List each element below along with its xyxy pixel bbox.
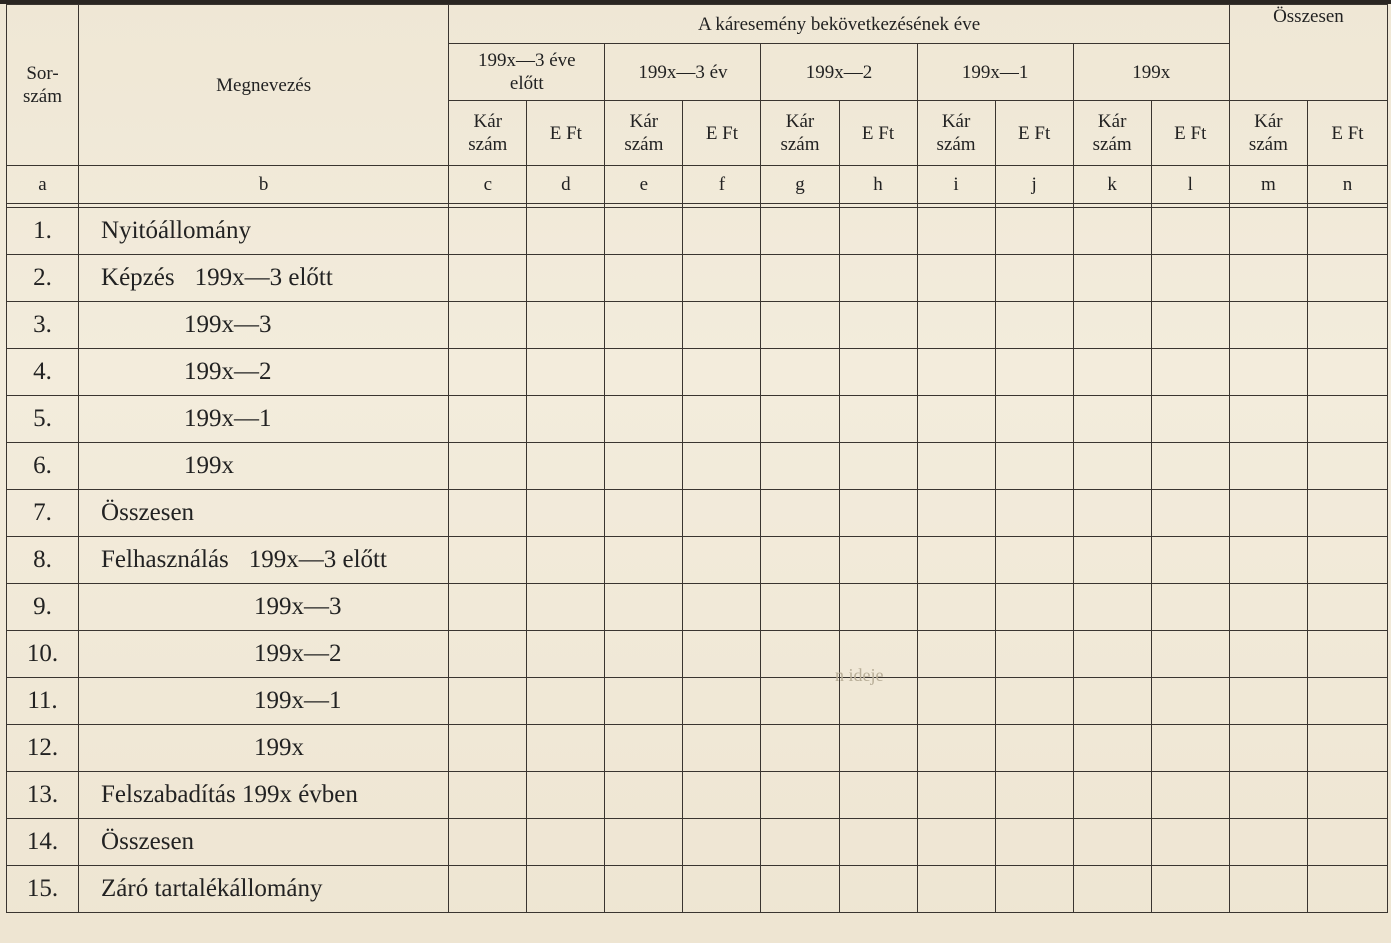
value-cell[interactable] [605, 349, 683, 396]
value-cell[interactable] [683, 772, 761, 819]
row-sub-label: 199x—1 [184, 405, 272, 432]
column-letter: c [449, 166, 527, 204]
row-sub-label: 199x—3 előtt [194, 264, 333, 291]
value-cell[interactable] [1151, 255, 1229, 302]
value-cell[interactable] [527, 631, 605, 678]
value-cell[interactable] [605, 866, 683, 913]
row-number: 10. [7, 631, 79, 678]
row-label [79, 631, 449, 678]
value-cell[interactable] [839, 302, 917, 349]
header-year-group: A káresemény bekövetkezésének éve [449, 5, 1230, 44]
column-letter: h [839, 166, 917, 204]
value-cell[interactable] [449, 537, 527, 584]
value-cell[interactable] [761, 255, 839, 302]
header-e-ft: E Ft [683, 101, 761, 166]
value-cell[interactable] [1229, 631, 1307, 678]
value-cell[interactable] [527, 772, 605, 819]
value-cell[interactable] [683, 349, 761, 396]
row-label [79, 819, 449, 866]
value-cell[interactable] [995, 255, 1073, 302]
row-label [79, 490, 449, 537]
value-cell[interactable] [527, 725, 605, 772]
row-number: 13. [7, 772, 79, 819]
value-cell[interactable] [683, 819, 761, 866]
value-cell[interactable] [761, 396, 839, 443]
bleed-through-text: n ideje [835, 665, 884, 685]
value-cell[interactable] [839, 490, 917, 537]
column-letter: g [761, 166, 839, 204]
value-cell[interactable] [839, 819, 917, 866]
value-cell[interactable] [1229, 490, 1307, 537]
value-cell[interactable] [761, 866, 839, 913]
value-cell[interactable] [449, 725, 527, 772]
column-letter: k [1073, 166, 1151, 204]
value-cell[interactable] [1073, 725, 1151, 772]
value-cell[interactable] [917, 772, 995, 819]
value-cell[interactable] [1073, 208, 1151, 255]
value-cell[interactable] [995, 443, 1073, 490]
header-sorszam: Sor- szám [7, 5, 79, 166]
value-cell[interactable] [1073, 584, 1151, 631]
row-label [79, 678, 449, 725]
column-letter: e [605, 166, 683, 204]
value-cell[interactable] [1307, 490, 1387, 537]
value-cell[interactable] [761, 349, 839, 396]
row-label [79, 208, 449, 255]
value-cell[interactable] [605, 819, 683, 866]
value-cell[interactable] [683, 678, 761, 725]
value-cell[interactable] [449, 255, 527, 302]
header-osszesen: Összesen [1229, 5, 1387, 101]
header-e-ft: E Ft [839, 101, 917, 166]
value-cell[interactable] [917, 819, 995, 866]
header-kar-szam: Kár szám [1073, 101, 1151, 166]
value-cell[interactable] [527, 302, 605, 349]
value-cell[interactable] [1151, 725, 1229, 772]
value-cell[interactable] [1151, 678, 1229, 725]
value-cell[interactable] [1073, 443, 1151, 490]
value-cell[interactable] [1229, 537, 1307, 584]
value-cell[interactable] [1307, 302, 1387, 349]
value-cell[interactable] [761, 772, 839, 819]
value-cell[interactable] [917, 584, 995, 631]
value-cell[interactable] [1073, 631, 1151, 678]
value-cell[interactable] [449, 819, 527, 866]
row-sub-label: 199x [184, 452, 235, 479]
value-cell[interactable] [527, 208, 605, 255]
value-cell[interactable] [1073, 866, 1151, 913]
value-cell[interactable] [995, 725, 1073, 772]
value-cell[interactable] [527, 866, 605, 913]
value-cell[interactable] [1073, 255, 1151, 302]
value-cell[interactable] [449, 584, 527, 631]
value-cell[interactable] [1151, 772, 1229, 819]
column-letter: f [683, 166, 761, 204]
row-number: 11. [7, 678, 79, 725]
header-year-1: 199x—3 éve előtt [449, 44, 605, 101]
column-letter: b [79, 166, 449, 204]
value-cell[interactable] [605, 584, 683, 631]
value-cell[interactable] [995, 678, 1073, 725]
value-cell[interactable] [683, 396, 761, 443]
value-cell[interactable] [917, 302, 995, 349]
row-label-text: Felhasználás [101, 546, 229, 573]
value-cell[interactable] [1073, 490, 1151, 537]
header-kar-szam: Kár szám [761, 101, 839, 166]
value-cell[interactable] [839, 208, 917, 255]
value-cell[interactable] [1307, 349, 1387, 396]
value-cell[interactable] [1307, 537, 1387, 584]
value-cell[interactable] [1229, 725, 1307, 772]
value-cell[interactable] [1229, 443, 1307, 490]
value-cell[interactable] [605, 396, 683, 443]
header-kar-szam: Kár szám [1229, 101, 1307, 166]
value-cell[interactable] [683, 866, 761, 913]
table-row [7, 819, 1388, 866]
column-letter: d [527, 166, 605, 204]
value-cell[interactable] [1307, 255, 1387, 302]
value-cell[interactable] [449, 678, 527, 725]
value-cell[interactable] [1151, 631, 1229, 678]
row-label [79, 772, 449, 819]
value-cell[interactable] [683, 443, 761, 490]
value-cell[interactable] [1229, 584, 1307, 631]
row-label-text: Összesen [101, 499, 195, 526]
value-cell[interactable] [761, 678, 839, 725]
value-cell[interactable] [1151, 349, 1229, 396]
value-cell[interactable] [1073, 678, 1151, 725]
value-cell[interactable] [839, 255, 917, 302]
value-cell[interactable] [1073, 772, 1151, 819]
value-cell[interactable] [527, 255, 605, 302]
table-row [7, 584, 1388, 631]
column-letter: l [1151, 166, 1229, 204]
value-cell[interactable] [761, 584, 839, 631]
value-cell[interactable] [995, 537, 1073, 584]
value-cell[interactable] [449, 443, 527, 490]
value-cell[interactable] [1229, 255, 1307, 302]
value-cell[interactable] [683, 208, 761, 255]
value-cell[interactable] [917, 678, 995, 725]
row-number: 7. [7, 490, 79, 537]
header-year-5: 199x [1073, 44, 1229, 101]
value-cell[interactable] [527, 490, 605, 537]
value-cell[interactable] [917, 866, 995, 913]
row-sub-label: 199x—2 [254, 640, 342, 667]
column-letter: i [917, 166, 995, 204]
value-cell[interactable] [1229, 866, 1307, 913]
value-cell[interactable] [839, 584, 917, 631]
column-letter: n [1307, 166, 1387, 204]
value-cell[interactable] [1151, 584, 1229, 631]
reserve-table [6, 4, 1388, 913]
row-number: 6. [7, 443, 79, 490]
value-cell[interactable] [527, 396, 605, 443]
table-row [7, 725, 1388, 772]
value-cell[interactable] [995, 772, 1073, 819]
table-row [7, 537, 1388, 584]
value-cell[interactable] [761, 725, 839, 772]
row-label [79, 396, 449, 443]
row-label [79, 255, 449, 302]
value-cell[interactable] [917, 537, 995, 584]
header-year-4: 199x—1 [917, 44, 1073, 101]
row-label [79, 866, 449, 913]
row-label [79, 725, 449, 772]
row-sub-label: 199x—3 [184, 311, 272, 338]
value-cell[interactable] [449, 208, 527, 255]
row-label-text: Nyitóállomány [101, 217, 252, 244]
table-row [7, 631, 1388, 678]
value-cell[interactable] [917, 208, 995, 255]
value-cell[interactable] [917, 396, 995, 443]
header-kar-szam: Kár szám [449, 101, 527, 166]
value-cell[interactable] [527, 443, 605, 490]
value-cell[interactable] [605, 772, 683, 819]
value-cell[interactable] [449, 866, 527, 913]
table-row [7, 678, 1388, 725]
row-label [79, 349, 449, 396]
value-cell[interactable] [839, 866, 917, 913]
header-kar-szam: Kár szám [605, 101, 683, 166]
value-cell[interactable] [1073, 819, 1151, 866]
value-cell[interactable] [1307, 866, 1387, 913]
table-row [7, 349, 1388, 396]
value-cell[interactable] [605, 302, 683, 349]
header-e-ft: E Ft [1307, 101, 1387, 166]
row-number: 5. [7, 396, 79, 443]
row-label [79, 537, 449, 584]
value-cell[interactable] [1151, 302, 1229, 349]
row-sub-label: 199x—3 előtt [248, 546, 387, 573]
value-cell[interactable] [683, 302, 761, 349]
value-cell[interactable] [683, 631, 761, 678]
value-cell[interactable] [527, 819, 605, 866]
value-cell[interactable] [995, 584, 1073, 631]
value-cell[interactable] [683, 725, 761, 772]
value-cell[interactable] [1073, 537, 1151, 584]
table-row [7, 443, 1388, 490]
table-row [7, 208, 1388, 255]
value-cell[interactable] [449, 349, 527, 396]
value-cell[interactable] [1307, 208, 1387, 255]
value-cell[interactable] [761, 819, 839, 866]
value-cell[interactable] [1073, 302, 1151, 349]
row-number: 12. [7, 725, 79, 772]
value-cell[interactable] [839, 772, 917, 819]
column-letter: a [7, 166, 79, 204]
table-row [7, 396, 1388, 443]
row-sub-label: 199x—2 [184, 358, 272, 385]
value-cell[interactable] [527, 349, 605, 396]
value-cell[interactable] [1229, 772, 1307, 819]
row-label [79, 443, 449, 490]
value-cell[interactable] [683, 537, 761, 584]
table-row [7, 255, 1388, 302]
row-sub-label: 199x [254, 734, 305, 761]
value-cell[interactable] [917, 349, 995, 396]
row-label-text: Felszabadítás 199x évben [101, 781, 358, 808]
value-cell[interactable] [449, 396, 527, 443]
value-cell[interactable] [917, 725, 995, 772]
value-cell[interactable] [1073, 396, 1151, 443]
value-cell[interactable] [1151, 537, 1229, 584]
value-cell[interactable] [1307, 396, 1387, 443]
value-cell[interactable] [839, 443, 917, 490]
header-year-2: 199x—3 év [605, 44, 761, 101]
value-cell[interactable] [1307, 819, 1387, 866]
row-number: 14. [7, 819, 79, 866]
value-cell[interactable] [839, 725, 917, 772]
value-cell[interactable] [761, 537, 839, 584]
row-number: 15. [7, 866, 79, 913]
value-cell[interactable] [995, 819, 1073, 866]
row-label [79, 584, 449, 631]
row-sub-label: 199x—1 [254, 687, 342, 714]
value-cell[interactable] [1151, 443, 1229, 490]
column-letter: j [995, 166, 1073, 204]
value-cell[interactable] [605, 725, 683, 772]
value-cell[interactable] [839, 349, 917, 396]
value-cell[interactable] [683, 255, 761, 302]
table-row [7, 302, 1388, 349]
table-row [7, 490, 1388, 537]
row-number: 2. [7, 255, 79, 302]
header-megnevezes: Megnevezés [79, 5, 449, 166]
value-cell[interactable] [1151, 396, 1229, 443]
value-cell[interactable] [605, 208, 683, 255]
header-kar-szam: Kár szám [917, 101, 995, 166]
value-cell[interactable] [1307, 772, 1387, 819]
value-cell[interactable] [605, 443, 683, 490]
value-cell[interactable] [449, 490, 527, 537]
row-number: 3. [7, 302, 79, 349]
value-cell[interactable] [995, 302, 1073, 349]
header-e-ft: E Ft [527, 101, 605, 166]
header-e-ft: E Ft [995, 101, 1073, 166]
value-cell[interactable] [917, 443, 995, 490]
row-label-text: Összesen [101, 828, 195, 855]
value-cell[interactable] [449, 302, 527, 349]
value-cell[interactable] [917, 490, 995, 537]
value-cell[interactable] [1151, 866, 1229, 913]
value-cell[interactable] [761, 490, 839, 537]
row-number: 4. [7, 349, 79, 396]
value-cell[interactable] [761, 443, 839, 490]
value-cell[interactable] [917, 631, 995, 678]
row-label [79, 302, 449, 349]
value-cell[interactable] [605, 255, 683, 302]
value-cell[interactable] [605, 490, 683, 537]
row-number: 1. [7, 208, 79, 255]
value-cell[interactable] [1229, 349, 1307, 396]
value-cell[interactable] [761, 631, 839, 678]
value-cell[interactable] [1151, 819, 1229, 866]
value-cell[interactable] [605, 631, 683, 678]
value-cell[interactable] [1229, 208, 1307, 255]
value-cell[interactable] [527, 584, 605, 631]
value-cell[interactable] [527, 678, 605, 725]
value-cell[interactable] [605, 537, 683, 584]
value-cell[interactable] [1229, 396, 1307, 443]
value-cell[interactable] [1229, 819, 1307, 866]
value-cell[interactable] [683, 490, 761, 537]
value-cell[interactable] [1307, 678, 1387, 725]
value-cell[interactable] [1229, 678, 1307, 725]
row-sub-label: 199x—3 [254, 593, 342, 620]
value-cell[interactable] [839, 537, 917, 584]
value-cell[interactable] [839, 396, 917, 443]
value-cell[interactable] [605, 678, 683, 725]
value-cell[interactable] [995, 349, 1073, 396]
value-cell[interactable] [1307, 725, 1387, 772]
value-cell[interactable] [761, 302, 839, 349]
value-cell[interactable] [761, 208, 839, 255]
header-year-3: 199x—2 [761, 44, 917, 101]
table-row [7, 866, 1388, 913]
value-cell[interactable] [995, 396, 1073, 443]
value-cell[interactable] [1307, 443, 1387, 490]
value-cell[interactable] [1073, 349, 1151, 396]
header-e-ft: E Ft [1151, 101, 1229, 166]
value-cell[interactable] [1307, 584, 1387, 631]
column-letter: m [1229, 166, 1307, 204]
value-cell[interactable] [1151, 208, 1229, 255]
value-cell[interactable] [995, 490, 1073, 537]
row-number: 8. [7, 537, 79, 584]
value-cell[interactable] [449, 631, 527, 678]
row-number: 9. [7, 584, 79, 631]
table-row [7, 772, 1388, 819]
value-cell[interactable] [917, 255, 995, 302]
row-label-text: Képzés [101, 264, 175, 291]
value-cell[interactable] [995, 866, 1073, 913]
value-cell[interactable] [1151, 490, 1229, 537]
value-cell[interactable] [1229, 302, 1307, 349]
value-cell[interactable] [449, 772, 527, 819]
value-cell[interactable] [995, 631, 1073, 678]
value-cell[interactable] [527, 537, 605, 584]
value-cell[interactable] [683, 584, 761, 631]
value-cell[interactable] [995, 208, 1073, 255]
row-label-text: Záró tartalékállomány [101, 875, 323, 902]
value-cell[interactable] [1307, 631, 1387, 678]
